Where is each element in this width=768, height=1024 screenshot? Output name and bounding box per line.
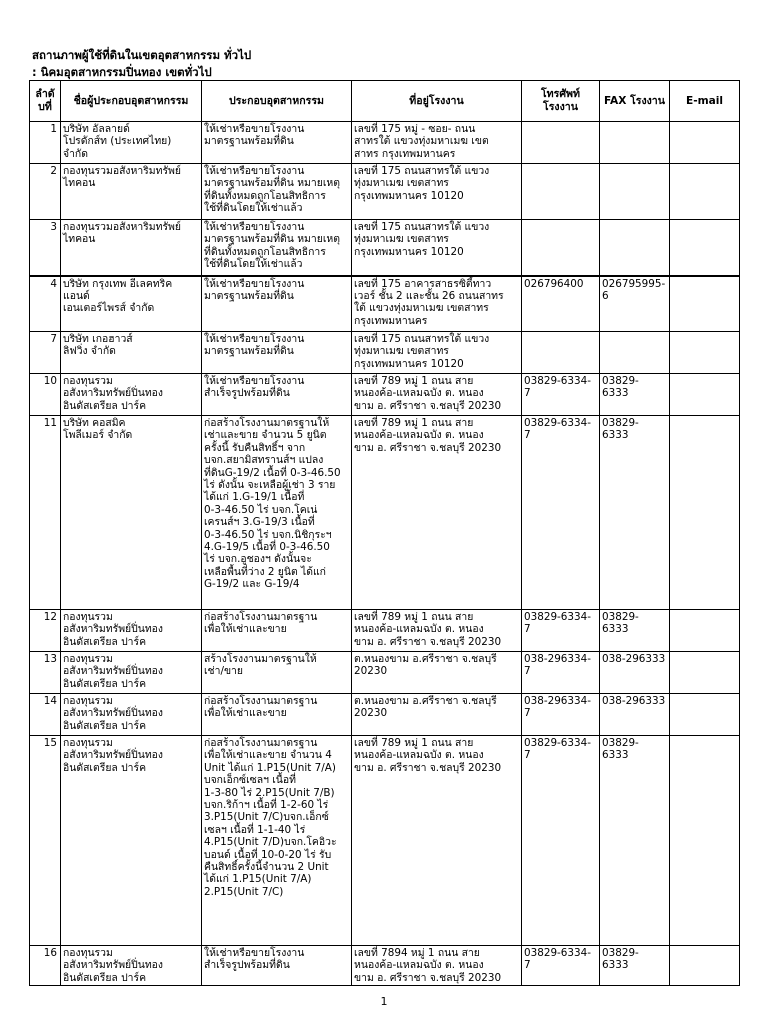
table-row — [30, 610, 740, 652]
cell-address: เลขที่ 7894 หมู่ 1 ถนน สาย หนองค้อ-แหลมฉบัง ต. หนอง ขาม อ. ศรีราชา จ.ชลบุรี 20230 — [352, 946, 522, 986]
cell-fax — [600, 122, 670, 164]
cell-fax — [600, 164, 670, 220]
cell-fax: 03829- 6333 — [600, 416, 670, 610]
cell-no: 1 — [30, 122, 61, 164]
cell-phone: 03829-6334- 7 — [522, 736, 600, 946]
header-phone: โทรศัพท์ โรงงาน — [522, 81, 600, 122]
cell-address: เลขที่ 789 หมู่ 1 ถนน สาย หนองค้อ-แหลมฉบัง ต. หนอง ขาม อ. ศรีราชา จ.ชลบุรี 20230 — [352, 416, 522, 610]
cell-fax — [600, 332, 670, 374]
cell-email — [670, 652, 740, 694]
table-header-row — [30, 81, 740, 122]
cell-phone — [522, 122, 600, 164]
cell-phone — [522, 332, 600, 374]
cell-address: เลขที่ 175 อาคารสาธรซิตี้ทาว เวอร์ ชั้น 2 และชั้น 26 ถนนสาทร ใต้ แขวงทุ่งมหาเมฆ เขตสาทร กรุงเทพมหานคร — [352, 276, 522, 332]
cell-no: 13 — [30, 652, 61, 694]
land-user-table — [29, 80, 740, 986]
cell-address: เลขที่ 175 ถนนสาทรใต้ แขวง ทุ่งมหาเมฆ เขตสาทร กรุงเทพมหานคร 10120 — [352, 220, 522, 276]
cell-address: เลขที่ 789 หมู่ 1 ถนน สาย หนองค้อ-แหลมฉบัง ต. หนอง ขาม อ. ศรีราชา จ.ชลบุรี 20230 — [352, 736, 522, 946]
table-row — [30, 416, 740, 610]
table-row — [30, 332, 740, 374]
cell-email — [670, 374, 740, 416]
table-row — [30, 652, 740, 694]
document-subtitle: : นิคมอุตสาหกรรมปิ่นทอง เขตทั่วไป — [32, 65, 212, 79]
header-business: ประกอบอุตสาหกรรม — [202, 81, 352, 122]
cell-fax — [600, 220, 670, 276]
cell-fax: 026795995- 6 — [600, 276, 670, 332]
table-row — [30, 374, 740, 416]
cell-phone: 03829-6334- 7 — [522, 416, 600, 610]
cell-company: กองทุนรวม อสังหาริมทรัพย์ปิ่นทอง อินดัสเตรียล ปาร์ค — [61, 736, 202, 946]
table-row — [30, 946, 740, 986]
cell-company: บริษัท กรุงเทพ อีเลคทริค แอนด์ เอนเตอร์ไพรส์ จำกัด — [61, 276, 202, 332]
cell-business: ให้เช่าหรือขายโรงงาน มาตรฐานพร้อมที่ดิน หมายเหตุ ที่ดินทั้งหมดถูกโอนสิทธิการ ใช้ที่ดินโดยให้เช่าแล้ว — [202, 220, 352, 276]
cell-phone — [522, 220, 600, 276]
cell-phone: 038-296334- 7 — [522, 652, 600, 694]
header-fax: FAX โรงงาน — [600, 81, 670, 122]
table-row — [30, 164, 740, 220]
cell-no: 10 — [30, 374, 61, 416]
cell-company: บริษัท อัลลายด์ โปรดักส์ท (ประเทศไทย) จำกัด — [61, 122, 202, 164]
table-row — [30, 276, 740, 332]
cell-no: 3 — [30, 220, 61, 276]
cell-business: ให้เช่าหรือขายโรงงาน มาตรฐานพร้อมที่ดิน — [202, 276, 352, 332]
cell-email — [670, 332, 740, 374]
cell-address: เลขที่ 175 ถนนสาทรใต้ แขวง ทุ่งมหาเมฆ เขตสาทร กรุงเทพมหานคร 10120 — [352, 164, 522, 220]
cell-business: ให้เช่าหรือขายโรงงาน สำเร็จรูปพร้อมที่ดิน — [202, 946, 352, 986]
cell-company: บริษัท เกอฮาวส์ ลิฟวิ่ง จำกัด — [61, 332, 202, 374]
header-no: ลำดั บที่ — [30, 81, 61, 122]
cell-fax: 038-296333 — [600, 652, 670, 694]
cell-no: 14 — [30, 694, 61, 736]
cell-phone — [522, 164, 600, 220]
cell-no: 4 — [30, 276, 61, 332]
cell-phone: 03829-6334- 7 — [522, 946, 600, 986]
cell-business: ให้เช่าหรือขายโรงงาน มาตรฐานพร้อมที่ดิน หมายเหตุ ที่ดินทั้งหมดถูกโอนสิทธิการ ใช้ที่ดินโดยให้เช่าแล้ว — [202, 164, 352, 220]
cell-email — [670, 220, 740, 276]
cell-business: ก่อสร้างโรงงานมาตรฐาน เพื่อให้เช่าและขาย — [202, 610, 352, 652]
cell-business: ก่อสร้างโรงงานมาตรฐานให้ เช่าและขาย จำนวน 5 ยูนิต ครั้งนี้ รับคืนสิทธิ์ฯ จาก บจก.สยามิสทรานส์ฯ แปลง ที่ดินG-19/2 เนื้อที่ 0-3-46.50 ไร่ ดังนั้น จะเหลือผู้เช่า 3 ราย ได้แก่ 1.G-19/1 เนื้อที่ 0-3-46.50 ไร่ บจก.โคเน่ เครนส์ฯ 3.G-19/3 เนื้อที่ 0-3-46.50 ไร่ บจก.นิชิกุระฯ 4.G-19/5 เนื้อที่ 0-3-46.50 ไร่ บจก.อูชองฯ ดังนั้นจะ เหลือพื้นที่ว่าง 2 ยูนิต ได้แก่ G-19/2 และ G-19/4 — [202, 416, 352, 610]
cell-fax: 038-296333 — [600, 694, 670, 736]
cell-no: 12 — [30, 610, 61, 652]
document-title: สถานภาพผู้ใช้ที่ดินในเขตอุตสาหกรรม ทั่วไป — [32, 48, 252, 62]
cell-company: กองทุนรวม อสังหาริมทรัพย์ปิ่นทอง อินดัสเตรียล ปาร์ค — [61, 694, 202, 736]
table-row — [30, 736, 740, 946]
cell-company: กองทุนรวม อสังหาริมทรัพย์ปิ่นทอง อินดัสเตรียล ปาร์ค — [61, 946, 202, 986]
cell-no: 2 — [30, 164, 61, 220]
cell-business: ให้เช่าหรือขายโรงงาน สำเร็จรูปพร้อมที่ดิน — [202, 374, 352, 416]
cell-business: ให้เช่าหรือขายโรงงาน มาตรฐานพร้อมที่ดิน — [202, 332, 352, 374]
cell-business: ก่อสร้างโรงงานมาตรฐาน เพื่อให้เช่าและขาย จำนวน 4 Unit ได้แก่ 1.P15(Unit 7/A) บจกเอ็กซ์เซลฯ เนื้อที่ 1-3-80 ไร่ 2.P15(Unit 7/B) บจก.ริก้าฯ เนื้อที่ 1-2-60 ไร่ 3.P15(Unit 7/C)บจก.เอ็กซ์ เซลฯ เนื้อที่ 1-1-40 ไร่ 4.P15(Unit 7/D)บจก.โคอิวะ บอนด์ เนื้อที่ 10-0-20 ไร่ รับ คืนสิทธิ์ครั้งนี้จำนวน 2 Unit ได้แก่ 1.P15(Unit 7/A) 2.P15(Unit 7/C) — [202, 736, 352, 946]
cell-business: สร้างโรงงานมาตรฐานให้ เช่า/ขาย — [202, 652, 352, 694]
cell-no: 7 — [30, 332, 61, 374]
page-number: 1 — [380, 995, 388, 1008]
cell-no: 11 — [30, 416, 61, 610]
cell-fax: 03829- 6333 — [600, 374, 670, 416]
cell-fax: 03829- 6333 — [600, 736, 670, 946]
cell-company: กองทุนรวมอสังหาริมทรัพย์ ไทคอน — [61, 164, 202, 220]
cell-address: ต.หนองขาม อ.ศรีราชา จ.ชลบุรี 20230 — [352, 694, 522, 736]
cell-phone: 03829-6334- 7 — [522, 374, 600, 416]
cell-company: บริษัท คอสมิค โพลีเมอร์ จำกัด — [61, 416, 202, 610]
cell-address: ต.หนองขาม อ.ศรีราชา จ.ชลบุรี 20230 — [352, 652, 522, 694]
cell-phone: 03829-6334- 7 — [522, 610, 600, 652]
cell-email — [670, 694, 740, 736]
cell-no: 15 — [30, 736, 61, 946]
cell-email — [670, 276, 740, 332]
header-email: E-mail — [670, 81, 740, 122]
cell-company: กองทุนรวม อสังหาริมทรัพย์ปิ่นทอง อินดัสเตรียล ปาร์ค — [61, 652, 202, 694]
cell-email — [670, 610, 740, 652]
cell-email — [670, 416, 740, 610]
cell-business: ก่อสร้างโรงงานมาตรฐาน เพื่อให้เช่าและขาย — [202, 694, 352, 736]
cell-email — [670, 164, 740, 220]
cell-email — [670, 122, 740, 164]
header-address: ที่อยู่โรงงาน — [352, 81, 522, 122]
table-row — [30, 220, 740, 276]
cell-company: กองทุนรวมอสังหาริมทรัพย์ ไทคอน — [61, 220, 202, 276]
cell-phone: 038-296334- 7 — [522, 694, 600, 736]
cell-business: ให้เช่าหรือขายโรงงาน มาตรฐานพร้อมที่ดิน — [202, 122, 352, 164]
cell-address: เลขที่ 175 หมู่ - ซอย- ถนน สาทรใต้ แขวงทุ่งมหาเมฆ เขต สาทร กรุงเทพมหานคร — [352, 122, 522, 164]
cell-company: กองทุนรวม อสังหาริมทรัพย์ปิ่นทอง อินดัสเตรียล ปาร์ค — [61, 374, 202, 416]
cell-email — [670, 946, 740, 986]
cell-address: เลขที่ 789 หมู่ 1 ถนน สาย หนองค้อ-แหลมฉบัง ต. หนอง ขาม อ. ศรีราชา จ.ชลบุรี 20230 — [352, 610, 522, 652]
table-row — [30, 694, 740, 736]
header-company: ชื่อผู้ประกอบอุตสาหกรรม — [61, 81, 202, 122]
cell-company: กองทุนรวม อสังหาริมทรัพย์ปิ่นทอง อินดัสเตรียล ปาร์ค — [61, 610, 202, 652]
cell-email — [670, 736, 740, 946]
cell-address: เลขที่ 789 หมู่ 1 ถนน สาย หนองค้อ-แหลมฉบัง ต. หนอง ขาม อ. ศรีราชา จ.ชลบุรี 20230 — [352, 374, 522, 416]
table-row — [30, 122, 740, 164]
cell-no: 16 — [30, 946, 61, 986]
cell-address: เลขที่ 175 ถนนสาทรใต้ แขวง ทุ่งมหาเมฆ เขตสาทร กรุงเทพมหานคร 10120 — [352, 332, 522, 374]
cell-fax: 03829- 6333 — [600, 946, 670, 986]
cell-fax: 03829- 6333 — [600, 610, 670, 652]
cell-phone: 026796400 — [522, 276, 600, 332]
